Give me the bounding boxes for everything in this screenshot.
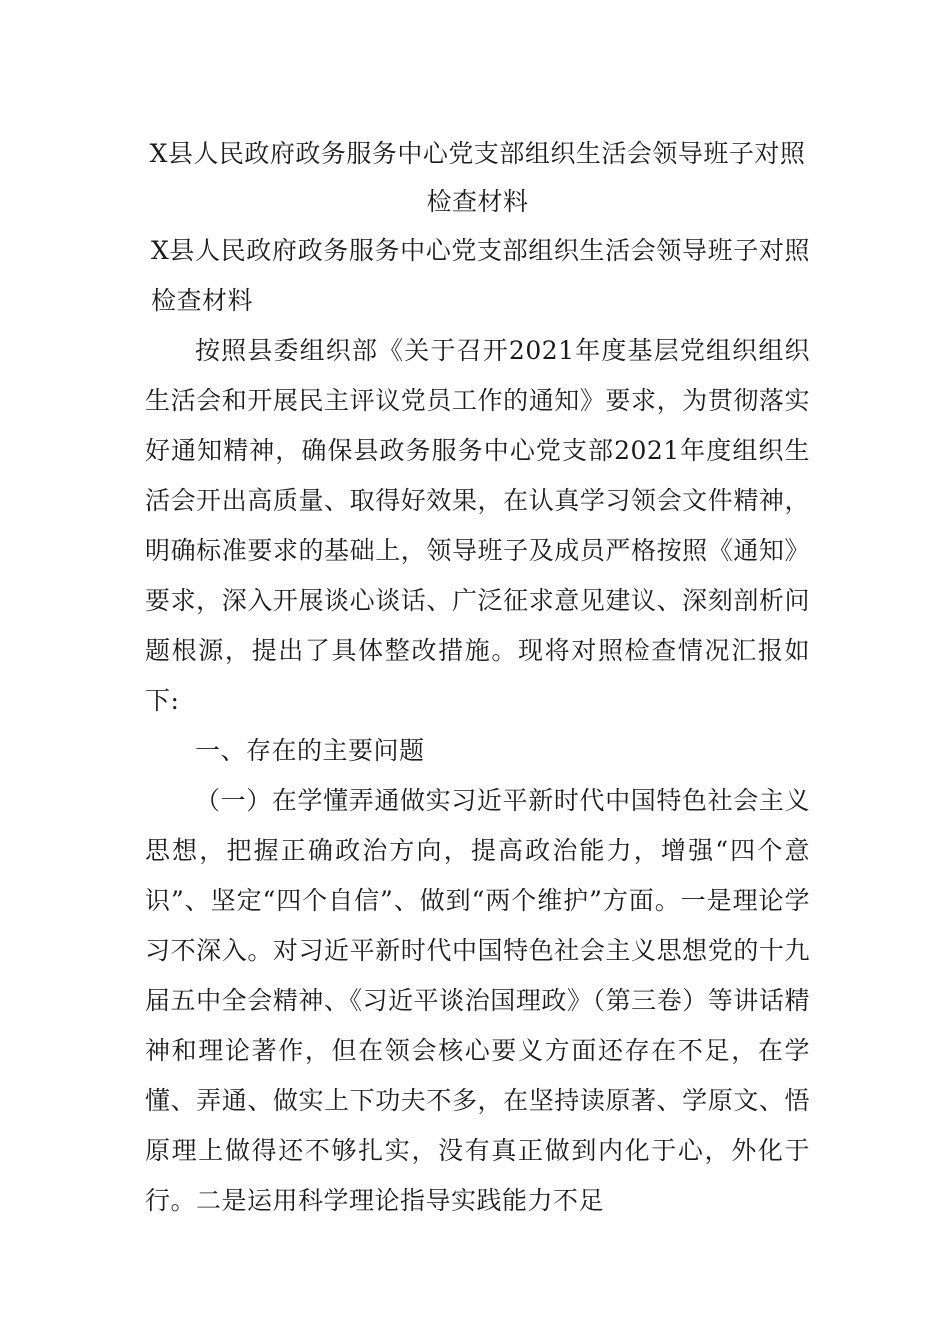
section-body-paragraph: （一）在学懂弄通做实习近平新时代中国特色社会主义思想，把握正确政治方向，提高政治能力，增强“四个意识”、坚定“四个自信”、做到“两个维护”方面。一是理论学习不深入。对习近平新时代中国特色社会主义思想党的十九届五中全会精神、《习近平谈治国理政》（第三卷）等讲话精神和理论著作，但在领会核心要义方面还存在不足，在学懂、弄通、做实上下功夫不多，在坚持读原著、学原文、悟原理上做得还不够扎实，没有真正做到内化于心，外化于行。二是运用科学理论指导实践能力不足 <box>145 786 810 1215</box>
document-body <box>145 130 810 1226</box>
section-heading: 一、存在的主要问题 <box>195 736 425 765</box>
document-subtitle: X县人民政府政务服务中心党支部组织生活会领导班子对照检查材料 <box>151 236 810 315</box>
intro-paragraph: 按照县委组织部《关于召开2021年度基层党组织组织生活会和开展民主评议党员工作的通知》要求，为贯彻落实好通知精神，确保县政务服务中心党支部2021年度组织生活会开出高质量、取得好效果，在认真学习领会文件精神，明确标准要求的基础上，领导班子及成员严格按照《通知》要求，深入开展谈心谈话、广泛征求意见建议、深刻剖析问题根源，提出了具体整改措施。现将对照检查情况汇报如下: <box>145 336 810 715</box>
document-title: X县人民政府政务服务中心党支部组织生活会领导班子对照检查材料 <box>149 139 806 216</box>
